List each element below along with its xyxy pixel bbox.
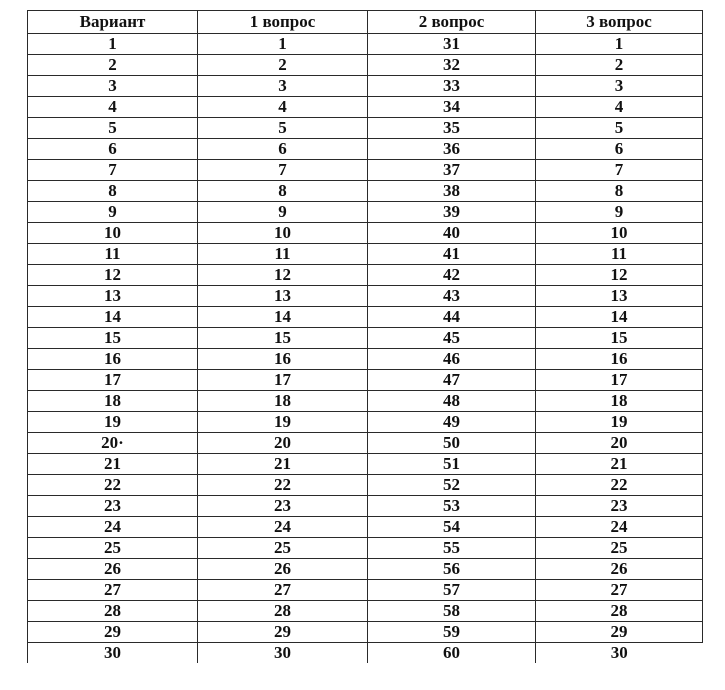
header-variant: Вариант xyxy=(28,11,198,34)
cell-question-3: 8 xyxy=(536,181,703,202)
cell-question-3: 21 xyxy=(536,454,703,475)
cell-question-3: 11 xyxy=(536,244,703,265)
cell-question-3: 10 xyxy=(536,223,703,244)
table-row xyxy=(28,412,703,433)
header-question-2: 2 вопрос xyxy=(368,11,536,34)
cell-question-2: 39 xyxy=(368,202,536,223)
table-row xyxy=(28,475,703,496)
table-row xyxy=(28,97,703,118)
cell-question-1: 22 xyxy=(198,475,368,496)
cell-variant: 6 xyxy=(28,139,198,160)
cell-variant: 27 xyxy=(28,580,198,601)
cell-variant: 11 xyxy=(28,244,198,265)
cell-question-2: 33 xyxy=(368,76,536,97)
table-row xyxy=(28,160,703,181)
cell-question-3: 4 xyxy=(536,97,703,118)
table-row xyxy=(28,454,703,475)
cell-question-1: 15 xyxy=(198,328,368,349)
cell-variant: 21 xyxy=(28,454,198,475)
cell-question-1: 21 xyxy=(198,454,368,475)
cell-question-2: 52 xyxy=(368,475,536,496)
cell-question-2: 44 xyxy=(368,307,536,328)
cell-question-3: 23 xyxy=(536,496,703,517)
table-header-row xyxy=(28,11,703,34)
cell-variant: 16 xyxy=(28,349,198,370)
cell-question-2: 31 xyxy=(368,34,536,55)
cell-variant: 19 xyxy=(28,412,198,433)
cell-variant: 8 xyxy=(28,181,198,202)
cell-question-3: 3 xyxy=(536,76,703,97)
cell-question-1: 6 xyxy=(198,139,368,160)
cell-question-3: 20 xyxy=(536,433,703,454)
cell-variant: 10 xyxy=(28,223,198,244)
cell-question-2: 54 xyxy=(368,517,536,538)
cell-variant: 12 xyxy=(28,265,198,286)
cell-variant: 5 xyxy=(28,118,198,139)
cell-question-3: 26 xyxy=(536,559,703,580)
cell-variant: 13 xyxy=(28,286,198,307)
cell-question-3: 24 xyxy=(536,517,703,538)
assignment-table-sheet xyxy=(27,10,702,663)
table-row xyxy=(28,265,703,286)
cell-question-2: 56 xyxy=(368,559,536,580)
table-row xyxy=(28,244,703,265)
cell-question-2: 41 xyxy=(368,244,536,265)
cell-question-2: 46 xyxy=(368,349,536,370)
cell-question-2: 55 xyxy=(368,538,536,559)
cell-question-3: 13 xyxy=(536,286,703,307)
cell-question-3: 19 xyxy=(536,412,703,433)
cell-question-1: 20 xyxy=(198,433,368,454)
cell-question-2: 45 xyxy=(368,328,536,349)
cell-question-2: 34 xyxy=(368,97,536,118)
cell-question-1: 1 xyxy=(198,34,368,55)
table-row xyxy=(28,433,703,454)
cell-question-3: 15 xyxy=(536,328,703,349)
cell-question-3: 29 xyxy=(536,622,703,643)
cell-question-3: 25 xyxy=(536,538,703,559)
cell-variant: 3 xyxy=(28,76,198,97)
table-row xyxy=(28,139,703,160)
cell-question-2: 43 xyxy=(368,286,536,307)
table-row xyxy=(28,370,703,391)
table-row xyxy=(28,391,703,412)
cell-question-2: 60 xyxy=(368,643,536,664)
cell-question-1: 9 xyxy=(198,202,368,223)
cell-question-2: 48 xyxy=(368,391,536,412)
cell-question-1: 28 xyxy=(198,601,368,622)
cell-question-3: 2 xyxy=(536,55,703,76)
header-question-1: 1 вопрос xyxy=(198,11,368,34)
variant-questions-table xyxy=(27,10,703,663)
cell-question-1: 18 xyxy=(198,391,368,412)
cell-question-3: 30 xyxy=(536,643,703,664)
cell-question-1: 23 xyxy=(198,496,368,517)
cell-question-3: 28 xyxy=(536,601,703,622)
cell-question-2: 37 xyxy=(368,160,536,181)
cell-question-2: 50 xyxy=(368,433,536,454)
table-row xyxy=(28,349,703,370)
cell-question-3: 12 xyxy=(536,265,703,286)
table-row xyxy=(28,223,703,244)
cell-question-2: 59 xyxy=(368,622,536,643)
cell-question-1: 11 xyxy=(198,244,368,265)
table-row xyxy=(28,622,703,643)
cell-question-1: 3 xyxy=(198,76,368,97)
cell-question-1: 29 xyxy=(198,622,368,643)
cell-question-3: 14 xyxy=(536,307,703,328)
cell-variant: 14 xyxy=(28,307,198,328)
cell-variant: 30 xyxy=(28,643,198,664)
table-row xyxy=(28,181,703,202)
cell-question-1: 14 xyxy=(198,307,368,328)
cell-question-1: 7 xyxy=(198,160,368,181)
cell-question-1: 13 xyxy=(198,286,368,307)
cell-question-2: 36 xyxy=(368,139,536,160)
table-row xyxy=(28,643,703,664)
cell-question-1: 5 xyxy=(198,118,368,139)
table-row xyxy=(28,202,703,223)
cell-question-2: 57 xyxy=(368,580,536,601)
cell-question-3: 5 xyxy=(536,118,703,139)
cell-question-2: 42 xyxy=(368,265,536,286)
cell-question-2: 58 xyxy=(368,601,536,622)
cell-question-1: 4 xyxy=(198,97,368,118)
cell-variant: 24 xyxy=(28,517,198,538)
cell-variant: 23 xyxy=(28,496,198,517)
cell-question-1: 17 xyxy=(198,370,368,391)
cell-question-1: 25 xyxy=(198,538,368,559)
cell-question-2: 47 xyxy=(368,370,536,391)
cell-variant: 2 xyxy=(28,55,198,76)
cell-variant: 28 xyxy=(28,601,198,622)
cell-question-1: 24 xyxy=(198,517,368,538)
table-row xyxy=(28,55,703,76)
table-row xyxy=(28,496,703,517)
table-row xyxy=(28,601,703,622)
cell-question-1: 27 xyxy=(198,580,368,601)
cell-variant: 18 xyxy=(28,391,198,412)
cell-variant: 17 xyxy=(28,370,198,391)
cell-variant: 29 xyxy=(28,622,198,643)
cell-question-1: 16 xyxy=(198,349,368,370)
table-row xyxy=(28,76,703,97)
cell-question-3: 16 xyxy=(536,349,703,370)
cell-question-1: 12 xyxy=(198,265,368,286)
cell-variant: 26 xyxy=(28,559,198,580)
cell-question-3: 18 xyxy=(536,391,703,412)
cell-question-2: 35 xyxy=(368,118,536,139)
table-row xyxy=(28,286,703,307)
cell-variant: 25 xyxy=(28,538,198,559)
cell-question-2: 38 xyxy=(368,181,536,202)
table-row xyxy=(28,517,703,538)
table-row xyxy=(28,559,703,580)
cell-question-2: 53 xyxy=(368,496,536,517)
header-question-3: 3 вопрос xyxy=(536,11,703,34)
cell-question-1: 10 xyxy=(198,223,368,244)
cell-question-1: 26 xyxy=(198,559,368,580)
cell-question-3: 22 xyxy=(536,475,703,496)
cell-variant: 22 xyxy=(28,475,198,496)
cell-question-3: 7 xyxy=(536,160,703,181)
cell-variant: 4 xyxy=(28,97,198,118)
cell-question-1: 2 xyxy=(198,55,368,76)
cell-variant: 1 xyxy=(28,34,198,55)
table-row xyxy=(28,538,703,559)
cell-question-2: 49 xyxy=(368,412,536,433)
cell-question-1: 19 xyxy=(198,412,368,433)
table-row xyxy=(28,307,703,328)
table-row xyxy=(28,34,703,55)
table-row xyxy=(28,580,703,601)
table-row xyxy=(28,118,703,139)
cell-variant: 15 xyxy=(28,328,198,349)
cell-question-3: 6 xyxy=(536,139,703,160)
cell-variant: 7 xyxy=(28,160,198,181)
cell-question-1: 30 xyxy=(198,643,368,664)
cell-question-3: 27 xyxy=(536,580,703,601)
cell-question-2: 51 xyxy=(368,454,536,475)
cell-variant: 20· xyxy=(28,433,198,454)
cell-question-3: 1 xyxy=(536,34,703,55)
table-body xyxy=(28,34,703,664)
cell-variant: 9 xyxy=(28,202,198,223)
table-row xyxy=(28,328,703,349)
cell-question-2: 32 xyxy=(368,55,536,76)
cell-question-3: 9 xyxy=(536,202,703,223)
cell-question-2: 40 xyxy=(368,223,536,244)
cell-question-3: 17 xyxy=(536,370,703,391)
cell-question-1: 8 xyxy=(198,181,368,202)
